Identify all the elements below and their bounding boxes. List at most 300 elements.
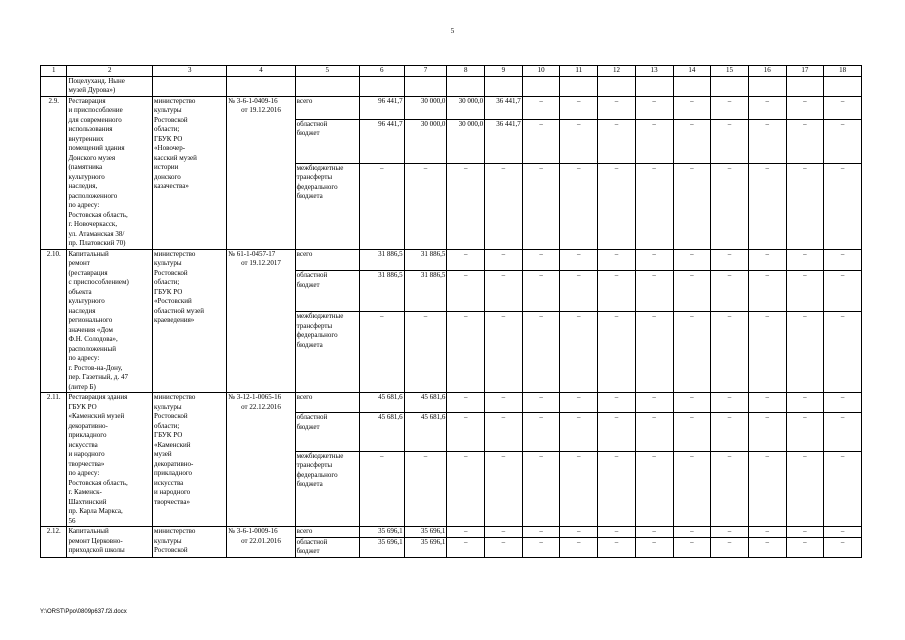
text-line: 56: [68, 516, 76, 525]
text-line: расположенный: [68, 344, 116, 353]
text-line: министерство: [154, 393, 196, 401]
empty-cell: [522, 76, 560, 96]
text-line: по адресу:: [68, 354, 100, 362]
value-cell: –: [673, 119, 711, 163]
document-cell: [227, 249, 295, 393]
value-cell: –: [485, 312, 523, 393]
value-cell: –: [598, 451, 636, 526]
text-line: и народного: [154, 488, 191, 496]
text-line: № 3-12-1-0065-16: [228, 393, 282, 401]
value-cell: –: [560, 537, 598, 557]
funding-source-cell: [295, 312, 359, 393]
value-cell: –: [711, 451, 749, 526]
text-line: Ростовская область,: [68, 478, 128, 487]
text-line: искусства: [154, 478, 184, 487]
column-number-3: 3: [153, 66, 227, 77]
text-line: и приспособление: [68, 106, 123, 114]
value-cell: 31 886,5: [404, 249, 447, 271]
text-line: Реставрация здания: [68, 393, 128, 401]
text-line: Поцелуханд. Ныне: [68, 76, 125, 85]
text-line: декоративно-: [154, 459, 194, 468]
text-line: бюджет: [296, 547, 320, 555]
value-cell: –: [824, 249, 862, 271]
value-cell: –: [635, 527, 673, 538]
text-line: областной: [296, 119, 328, 128]
empty-cell: [786, 76, 824, 96]
text-line: федерального: [296, 182, 338, 191]
value-cell: –: [786, 393, 824, 413]
row-number-cell: 2.11.: [41, 393, 67, 527]
value-cell: –: [485, 527, 523, 538]
value-cell: –: [786, 271, 824, 312]
text-line: от 19.12.2017: [241, 259, 281, 267]
value-cell: –: [560, 393, 598, 413]
value-cell: 36 441,7: [485, 96, 523, 119]
text-line: Ростовской: [154, 115, 188, 124]
value-cell: –: [711, 413, 749, 452]
value-cell: –: [748, 119, 786, 163]
text-line: по адресу:: [68, 201, 100, 209]
table-row: [41, 393, 862, 413]
value-cell: –: [598, 413, 636, 452]
value-cell: 96 441,7: [359, 119, 404, 163]
empty-cell: [560, 76, 598, 96]
budget-table: [40, 65, 862, 558]
value-cell: –: [447, 249, 485, 271]
text-line: г. Новочеркасск,: [68, 220, 118, 228]
value-cell: –: [522, 96, 560, 119]
text-line: трансферты: [296, 173, 333, 182]
column-number-14: 14: [673, 66, 711, 77]
value-cell: –: [786, 537, 824, 557]
value-cell: –: [786, 312, 824, 393]
empty-cell: [404, 76, 447, 96]
text-line: № 61-1-0457-17: [228, 249, 276, 258]
text-line: с приспособлением): [68, 278, 129, 286]
value-cell: –: [359, 163, 404, 249]
column-number-13: 13: [635, 66, 673, 77]
text-line: культуры: [154, 106, 182, 114]
text-line: бюджета: [296, 340, 323, 349]
text-line: расположенного: [68, 191, 118, 200]
text-line: творчества»: [68, 459, 105, 468]
funding-source-cell: [295, 96, 359, 119]
value-cell: –: [635, 163, 673, 249]
text-line: культурного: [68, 172, 105, 181]
value-cell: –: [522, 537, 560, 557]
column-number-17: 17: [786, 66, 824, 77]
text-line: наследия: [68, 306, 96, 315]
text-line: культуры: [154, 402, 182, 411]
value-cell: –: [447, 271, 485, 312]
empty-cell: [673, 76, 711, 96]
value-cell: –: [748, 163, 786, 249]
row-number-cell: [41, 76, 67, 96]
object-name-cell: [67, 527, 153, 558]
value-cell: –: [673, 413, 711, 452]
text-line: бюджета: [296, 480, 323, 489]
text-line: межбюджетные: [296, 451, 344, 460]
value-cell: –: [711, 527, 749, 538]
value-cell: –: [824, 393, 862, 413]
column-number-18: 18: [824, 66, 862, 77]
value-cell: –: [635, 96, 673, 119]
text-line: Ростовской: [154, 268, 188, 277]
text-line: всего: [296, 96, 313, 105]
value-cell: –: [748, 249, 786, 271]
value-cell: –: [748, 271, 786, 312]
value-cell: –: [598, 393, 636, 413]
value-cell: –: [824, 413, 862, 452]
value-cell: –: [560, 271, 598, 312]
text-line: ремонт Церковно-: [68, 536, 123, 545]
text-line: Ростовской: [154, 546, 188, 554]
document-cell: [227, 393, 295, 527]
value-cell: –: [522, 249, 560, 271]
text-line: касский музей: [154, 153, 197, 162]
value-cell: –: [598, 312, 636, 393]
value-cell: –: [673, 393, 711, 413]
object-name-cell: [67, 393, 153, 527]
column-number-7: 7: [404, 66, 447, 77]
text-line: объекта: [68, 287, 92, 296]
table-row: [41, 249, 862, 271]
value-cell: 30 000,0: [447, 96, 485, 119]
column-number-2: 2: [67, 66, 153, 77]
text-line: искусства: [68, 440, 98, 449]
text-line: Капитальный: [68, 527, 109, 535]
text-line: пр. Платовский 70): [68, 239, 126, 247]
value-cell: –: [635, 451, 673, 526]
empty-cell: [359, 76, 404, 96]
value-cell: –: [522, 163, 560, 249]
text-line: творчества»: [154, 497, 190, 506]
value-cell: –: [635, 537, 673, 557]
value-cell: –: [598, 271, 636, 312]
value-cell: –: [485, 271, 523, 312]
text-line: бюджета: [296, 192, 323, 201]
value-cell: –: [786, 451, 824, 526]
value-cell: –: [748, 96, 786, 119]
text-line: области;: [154, 421, 180, 430]
value-cell: –: [485, 537, 523, 557]
text-line: значения «Дом: [68, 325, 113, 334]
value-cell: 45 681,6: [359, 393, 404, 413]
text-line: № 3-6-1-0409-16: [228, 96, 278, 105]
funding-source-cell: [295, 249, 359, 271]
value-cell: –: [824, 451, 862, 526]
row-number-cell: 2.12.: [41, 527, 67, 558]
text-line: культуры: [154, 259, 182, 267]
text-line: от 19.12.2016: [241, 106, 281, 114]
value-cell: –: [748, 312, 786, 393]
value-cell: –: [359, 451, 404, 526]
value-cell: –: [824, 163, 862, 249]
text-line: трансферты: [296, 321, 333, 330]
text-line: пер. Газетный, д. 47: [68, 373, 128, 381]
column-number-4: 4: [227, 66, 295, 77]
value-cell: –: [824, 119, 862, 163]
text-line: ремонт: [68, 259, 90, 267]
funding-source-cell: [295, 163, 359, 249]
text-line: внутренних: [68, 134, 104, 143]
value-cell: –: [673, 312, 711, 393]
value-cell: –: [711, 537, 749, 557]
text-line: «Каменский музей: [68, 412, 125, 420]
text-line: (памятника: [68, 163, 103, 171]
text-line: и народного: [68, 450, 105, 458]
text-line: трансферты: [296, 461, 333, 470]
value-cell: –: [711, 271, 749, 312]
text-line: по адресу:: [68, 469, 100, 477]
value-cell: 45 681,6: [404, 413, 447, 452]
value-cell: –: [635, 119, 673, 163]
value-cell: –: [711, 96, 749, 119]
value-cell: –: [522, 312, 560, 393]
column-number-row: [41, 66, 862, 77]
text-line: Донского музея: [68, 153, 116, 162]
text-line: области;: [154, 278, 180, 286]
text-line: от 22.01.2016: [241, 536, 281, 545]
value-cell: –: [748, 527, 786, 538]
value-cell: –: [786, 527, 824, 538]
text-line: Ростовская область,: [68, 210, 128, 219]
text-line: всего: [296, 527, 313, 535]
value-cell: 30 000,0: [404, 119, 447, 163]
value-cell: –: [748, 537, 786, 557]
value-cell: –: [673, 96, 711, 119]
value-cell: –: [635, 249, 673, 271]
value-cell: –: [598, 96, 636, 119]
column-number-5: 5: [295, 66, 359, 77]
row-number-cell: 2.10.: [41, 249, 67, 393]
value-cell: –: [635, 413, 673, 452]
empty-cell: [153, 76, 227, 96]
column-number-12: 12: [598, 66, 636, 77]
value-cell: –: [447, 393, 485, 413]
empty-cell: [824, 76, 862, 96]
text-line: областной: [296, 537, 328, 546]
text-line: Реставрация: [68, 96, 106, 105]
value-cell: –: [824, 537, 862, 557]
value-cell: 31 886,5: [359, 249, 404, 271]
column-number-1: 1: [41, 66, 67, 77]
value-cell: –: [598, 163, 636, 249]
value-cell: –: [673, 271, 711, 312]
value-cell: –: [673, 249, 711, 271]
text-line: всего: [296, 393, 313, 401]
text-line: приходской школы: [68, 546, 125, 554]
text-line: краеведения»: [154, 316, 195, 324]
value-cell: –: [786, 96, 824, 119]
text-line: ГБУК РО: [154, 134, 183, 143]
text-line: помещений здания: [68, 144, 125, 152]
text-line: «Ростовский: [154, 297, 192, 305]
text-line: ул. Атаманская 38/: [68, 229, 125, 238]
text-line: федерального: [296, 331, 338, 340]
value-cell: –: [359, 312, 404, 393]
value-cell: –: [485, 393, 523, 413]
value-cell: –: [447, 451, 485, 526]
value-cell: –: [673, 537, 711, 557]
value-cell: –: [824, 96, 862, 119]
text-line: Шахтинский: [68, 497, 107, 506]
text-line: Ф.Н. Солодова»,: [68, 335, 118, 343]
value-cell: –: [447, 163, 485, 249]
text-line: министерство: [154, 527, 196, 535]
empty-cell: [598, 76, 636, 96]
value-cell: –: [748, 451, 786, 526]
text-line: бюджет: [296, 422, 320, 431]
text-line: прикладного: [154, 469, 193, 477]
funding-source-cell: [295, 451, 359, 526]
funding-source-cell: [295, 413, 359, 452]
value-cell: –: [560, 413, 598, 452]
executor-cell: [153, 393, 227, 527]
column-number-15: 15: [711, 66, 749, 77]
value-cell: –: [673, 527, 711, 538]
value-cell: –: [560, 96, 598, 119]
funding-source-cell: [295, 393, 359, 413]
value-cell: –: [748, 393, 786, 413]
value-cell: –: [522, 271, 560, 312]
text-line: регионального: [68, 316, 113, 324]
text-line: донского: [154, 172, 181, 181]
text-line: всего: [296, 249, 313, 258]
value-cell: –: [560, 451, 598, 526]
value-cell: 36 441,7: [485, 119, 523, 163]
value-cell: 45 681,6: [359, 413, 404, 452]
column-number-16: 16: [748, 66, 786, 77]
table-row: [41, 96, 862, 119]
funding-source-cell: [295, 119, 359, 163]
text-line: культуры: [154, 536, 182, 545]
text-line: бюджет: [296, 129, 320, 138]
funding-source-cell: [295, 537, 359, 557]
value-cell: 35 696,1: [359, 537, 404, 557]
text-line: области;: [154, 125, 180, 133]
value-cell: –: [635, 393, 673, 413]
table-body: [41, 66, 862, 558]
funding-source-cell: [295, 271, 359, 312]
value-cell: –: [522, 413, 560, 452]
text-line: ГБУК РО: [154, 287, 183, 296]
value-cell: –: [560, 119, 598, 163]
text-line: музей: [154, 450, 172, 458]
text-line: пр. Карла Маркса,: [68, 507, 123, 515]
value-cell: 31 886,5: [359, 271, 404, 312]
text-line: межбюджетные: [296, 163, 344, 172]
object-name-cell: [67, 249, 153, 393]
executor-cell: [153, 96, 227, 249]
value-cell: –: [485, 451, 523, 526]
column-number-10: 10: [522, 66, 560, 77]
value-cell: –: [635, 271, 673, 312]
text-line: от 22.12.2016: [241, 402, 281, 411]
value-cell: –: [404, 163, 447, 249]
file-path-footer: Y:\ORST\Ppo\0809p637.f2i.docx: [40, 609, 127, 615]
text-line: декоративно-: [68, 421, 108, 430]
text-line: культурного: [68, 297, 105, 305]
value-cell: 30 000,0: [447, 119, 485, 163]
value-cell: –: [786, 163, 824, 249]
value-cell: –: [786, 413, 824, 452]
text-line: г. Ростов-на-Дону,: [68, 363, 123, 372]
value-cell: 45 681,6: [404, 393, 447, 413]
text-line: «Каменский: [154, 440, 191, 449]
text-line: межбюджетные: [296, 312, 344, 321]
executor-cell: [153, 249, 227, 393]
document-cell: [227, 96, 295, 249]
value-cell: 35 696,1: [404, 537, 447, 557]
text-line: для современного: [68, 115, 122, 124]
empty-cell: [485, 76, 523, 96]
value-cell: –: [598, 249, 636, 271]
text-line: федерального: [296, 470, 338, 479]
text-line: ГБУК РО: [68, 402, 97, 411]
value-cell: –: [447, 527, 485, 538]
table-row: [41, 76, 862, 96]
text-line: Капитальный: [68, 249, 109, 258]
text-line: наследия,: [68, 182, 98, 190]
value-cell: –: [485, 249, 523, 271]
text-line: (литер Б): [68, 382, 96, 391]
page-number: 5: [450, 27, 455, 35]
text-line: (реставрация: [68, 268, 108, 277]
value-cell: –: [786, 119, 824, 163]
column-number-11: 11: [560, 66, 598, 77]
value-cell: –: [485, 163, 523, 249]
table-row: [41, 527, 862, 538]
value-cell: –: [824, 312, 862, 393]
value-cell: –: [598, 119, 636, 163]
value-cell: –: [522, 527, 560, 538]
value-cell: –: [447, 312, 485, 393]
text-line: министерство: [154, 96, 196, 105]
value-cell: –: [560, 527, 598, 538]
text-line: казачества»: [154, 182, 189, 190]
text-line: г. Каменск-: [68, 488, 102, 496]
value-cell: –: [404, 451, 447, 526]
document-cell: [227, 527, 295, 558]
text-line: № 3-6-1-0009-16: [228, 527, 278, 535]
value-cell: –: [522, 119, 560, 163]
empty-cell: [447, 76, 485, 96]
column-number-8: 8: [447, 66, 485, 77]
object-name-cell: [67, 96, 153, 249]
text-line: бюджет: [296, 280, 320, 289]
text-line: областной: [296, 271, 328, 280]
text-line: «Новочер-: [154, 144, 186, 152]
text-line: истории: [154, 163, 179, 171]
value-cell: –: [673, 163, 711, 249]
executor-cell: [153, 527, 227, 558]
value-cell: –: [673, 451, 711, 526]
value-cell: 31 886,5: [404, 271, 447, 312]
empty-cell: [748, 76, 786, 96]
column-number-6: 6: [359, 66, 404, 77]
column-number-9: 9: [485, 66, 523, 77]
value-cell: –: [711, 119, 749, 163]
value-cell: 35 696,1: [404, 527, 447, 538]
value-cell: –: [711, 249, 749, 271]
text-line: использования: [68, 125, 113, 133]
value-cell: –: [824, 527, 862, 538]
value-cell: –: [447, 413, 485, 452]
value-cell: –: [485, 413, 523, 452]
empty-cell: [711, 76, 749, 96]
value-cell: –: [522, 451, 560, 526]
